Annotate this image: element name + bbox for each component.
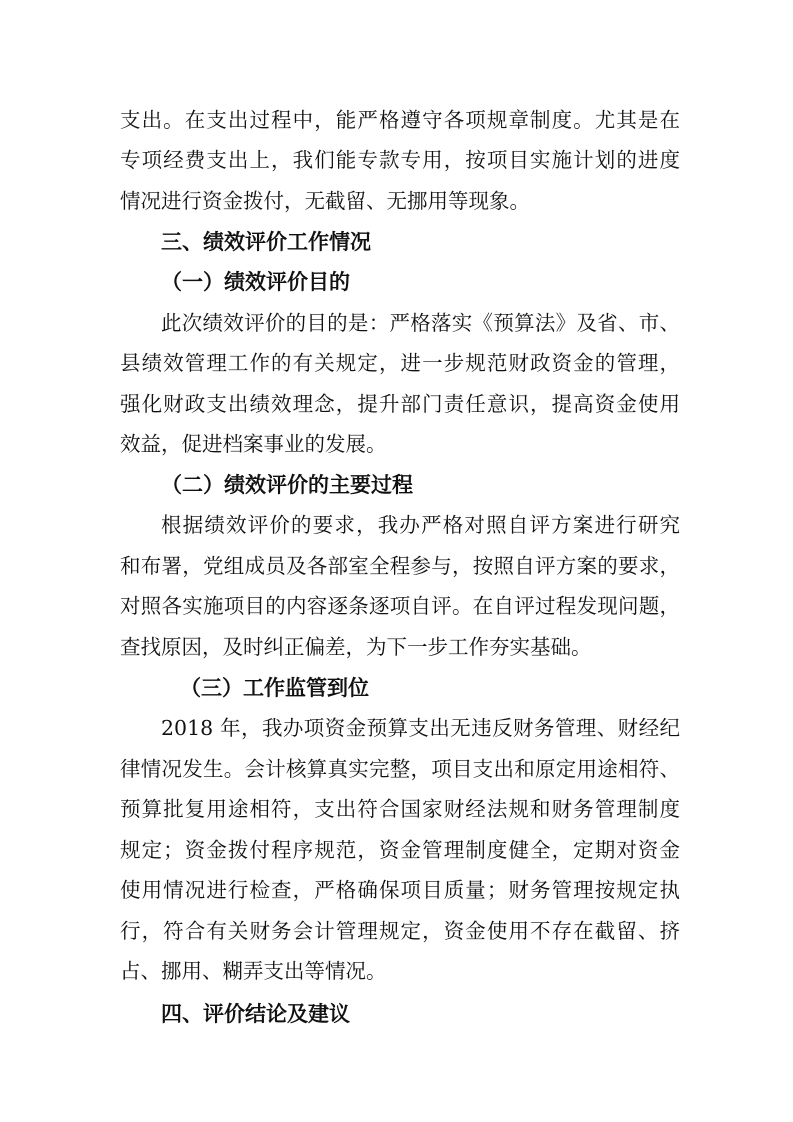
body-line: 支出。在支出过程中，能严格遵守各项规章制度。尤其是在 xyxy=(120,108,680,132)
body-line: 县绩效管理工作的有关规定，进一步规范财政资金的管理， xyxy=(120,351,680,375)
body-line: 对照各实施项目的内容逐条逐项自评。在自评过程发现问题， xyxy=(120,594,680,618)
body-line: 根据绩效评价的要求，我办严格对照自评方案进行研究 xyxy=(161,513,680,537)
body-line: 规定；资金拨付程序规范，资金管理制度健全，定期对资金 xyxy=(120,838,680,862)
body-line: 使用情况进行检查，严格确保项目质量；财务管理按规定执 xyxy=(120,878,680,902)
body-line: 强化财政支出绩效理念，提升部门责任意识，提高资金使用 xyxy=(120,392,680,416)
section-heading: 三、绩效评价工作情况 xyxy=(161,230,371,254)
body-line: 和布署，党组成员及各部室全程参与，按照自评方案的要求， xyxy=(120,554,680,578)
subsection-heading: （一）绩效评价目的 xyxy=(161,270,350,294)
section-heading: 四、评价结论及建议 xyxy=(161,1002,350,1026)
body-line: 律情况发生。会计核算真实完整，项目支出和原定用途相符、 xyxy=(120,757,680,781)
body-line: 此次绩效评价的目的是：严格落实《预算法》及省、市、 xyxy=(161,311,680,335)
body-line: 行，符合有关财务会计管理规定，资金使用不存在截留、挤 xyxy=(120,919,680,943)
body-line: 专项经费支出上，我们能专款专用，按项目实施计划的进度 xyxy=(120,148,680,172)
subsection-heading: （三）工作监管到位 xyxy=(180,676,369,700)
subsection-heading: （二）绩效评价的主要过程 xyxy=(161,473,413,497)
body-line: 2018 年，我办项资金预算支出无违反财务管理、财经纪 xyxy=(161,716,680,740)
body-line: 情况进行资金拨付，无截留、无挪用等现象。 xyxy=(120,189,530,213)
body-line: 占、挪用、糊弄支出等情况。 xyxy=(120,959,387,983)
body-line: 效益，促进档案事业的发展。 xyxy=(120,432,387,456)
body-line: 预算批复用途相符，支出符合国家财经法规和财务管理制度 xyxy=(120,797,680,821)
body-line: 查找原因，及时纠正偏差，为下一步工作夯实基础。 xyxy=(120,635,592,659)
